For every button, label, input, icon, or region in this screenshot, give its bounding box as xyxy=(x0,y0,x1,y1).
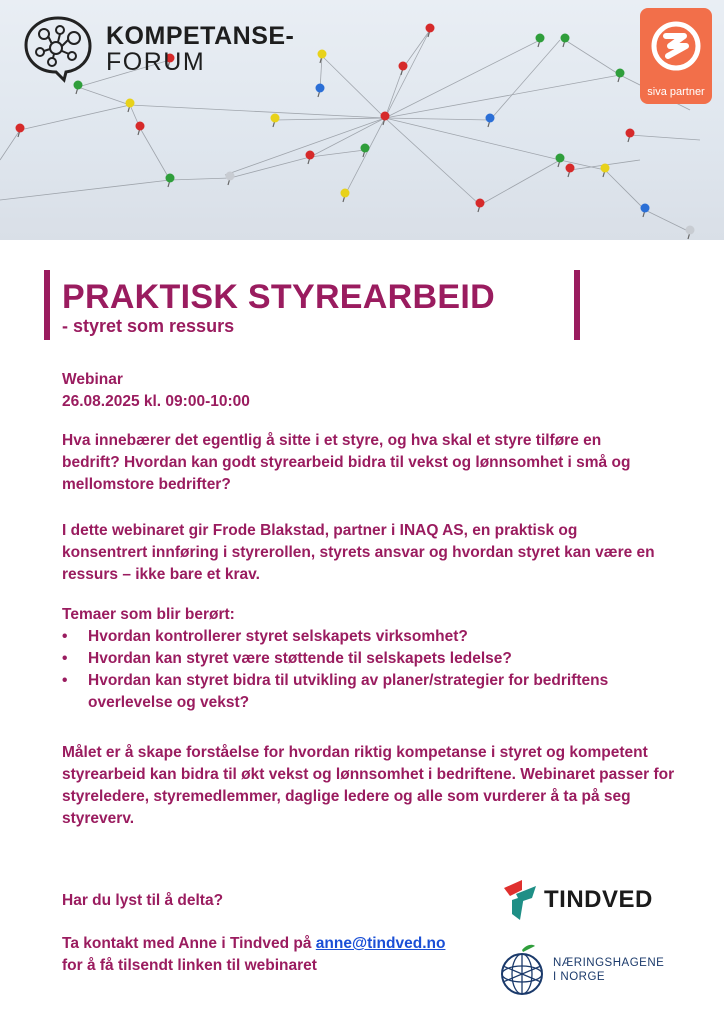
naeringshagene-logo xyxy=(497,942,664,998)
page-subtitle: - styret som ressurs xyxy=(62,316,235,336)
logo-line1: KOMPETANSE- xyxy=(106,22,295,50)
network-head-icon xyxy=(18,14,98,84)
nh-line2: I NORGE xyxy=(553,971,606,983)
title-left-bar xyxy=(44,270,50,340)
list-item: • Hvordan kontrollerer styret selskapets virksomhet? xyxy=(62,626,682,648)
logo-line2: FORUM xyxy=(106,48,206,76)
intro-paragraph-2: I dette webinaret gir Frode Blakstad, partner i INAQ AS, en praktisk og konsentrert innføring i styrerollen, styrets ansvar og hvordan styret kan være en ressurs – ikke bare et krav. xyxy=(62,522,655,583)
apple-globe-icon xyxy=(497,942,547,998)
topics-heading: Temaer som blir berørt: xyxy=(62,606,235,623)
event-info xyxy=(62,369,250,413)
topics-list xyxy=(62,626,682,714)
tindved-logo xyxy=(502,878,653,922)
tindved-name: TINDVED xyxy=(544,886,653,913)
kompetanseforum-logo xyxy=(18,14,294,84)
tindved-mark-icon xyxy=(502,878,538,922)
siva-s-icon xyxy=(640,12,712,84)
event-datetime: 26.08.2025 kl. 09:00-10:00 xyxy=(62,393,250,410)
email-link[interactable]: anne@tindved.no xyxy=(315,935,446,952)
cta-question: Har du lyst til å delta? xyxy=(62,892,224,909)
nh-line1: NÆRINGSHAGENE xyxy=(553,957,665,969)
contact-prefix: Ta kontakt med Anne i Tindved på xyxy=(62,935,316,952)
topics-section xyxy=(62,604,682,714)
event-type: Webinar xyxy=(62,371,123,388)
list-item: • Hvordan kan styret være støttende til selskapets ledelse? xyxy=(62,648,682,670)
contact-suffix: for å få tilsendt linken til webinaret xyxy=(62,957,317,974)
intro-paragraph-1: Hva innebærer det egentlig å sitte i et styre, og hva skal et styre tilføre en bedrift? Hvordan kan godt styrearbeid bidra til vekst og lønnsomhet i små og mellomstore bedrifter? xyxy=(62,432,631,493)
title-right-bar xyxy=(574,270,580,340)
contact-info xyxy=(62,933,445,977)
goal-paragraph: Målet er å skape forståelse for hvordan riktig kompetanse i styret og kompetent styrearbeid kan bidra til økt vekst og lønnsomhet i bedriftene. Webinaret passer for styreledere, styremedlemmer, daglige ledere og alle som vurderer å ta på seg styreverv. xyxy=(62,744,675,827)
siva-partner-label: siva partner xyxy=(647,86,705,98)
header-banner xyxy=(0,0,724,240)
list-item: • Hvordan kan styret bidra til utvikling av planer/strategier for bedriftens overlevelse og vekst? xyxy=(62,670,682,714)
page-title: PRAKTISK STYREARBEID xyxy=(62,278,495,316)
siva-partner-badge xyxy=(640,8,712,104)
